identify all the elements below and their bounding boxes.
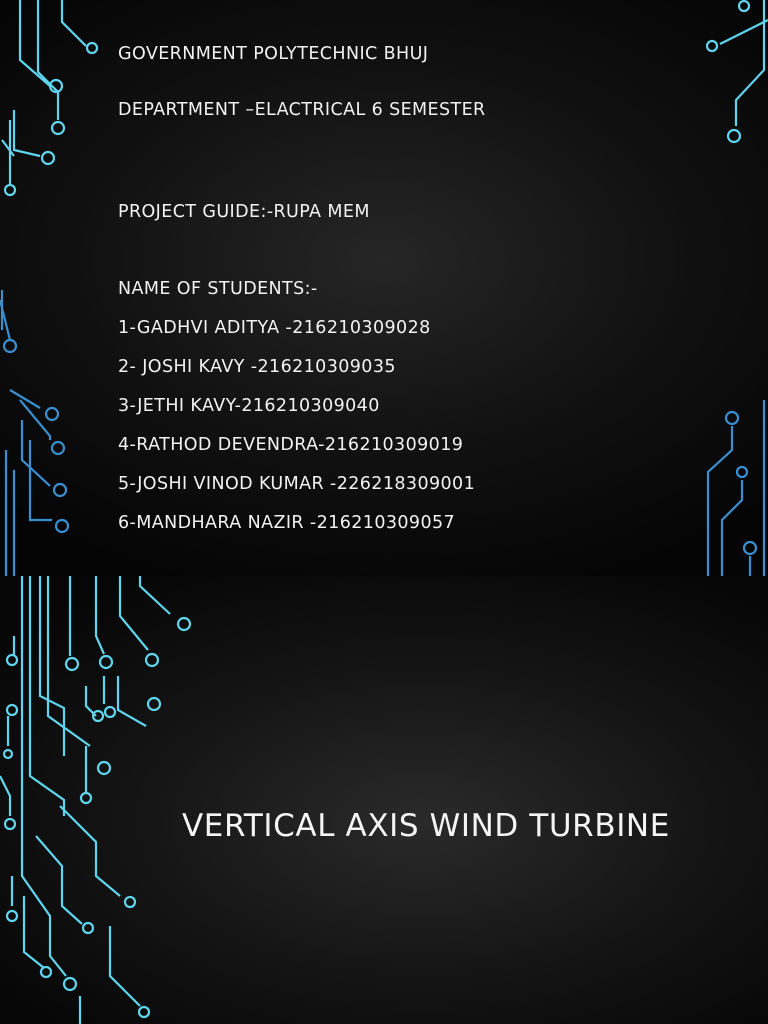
students-heading: NAME OF STUDENTS:- [118,279,318,299]
student-5: 5-JOSHI VINOD KUMAR -226218309001 [118,474,476,494]
project-guide: PROJECT GUIDE:-RUPA MEM [118,202,370,222]
circuit-decoration-icon [0,576,768,1024]
student-6: 6-MANDHARA NAZIR -216210309057 [118,513,456,533]
project-title: VERTICAL AXIS WIND TURBINE [182,808,670,844]
department-name: DEPARTMENT –ELACTRICAL 6 SEMESTER [118,100,486,120]
student-4: 4-RATHOD DEVENDRA-216210309019 [118,435,464,455]
student-1: 1-GADHVI ADITYA -216210309028 [118,318,431,338]
student-3: 3-JETHI KAVY-216210309040 [118,396,380,416]
institution-name: GOVERNMENT POLYTECHNIC BHUJ [118,44,429,64]
slide-project-title [0,576,768,1024]
student-2: 2- JOSHI KAVY -216210309035 [118,357,396,377]
